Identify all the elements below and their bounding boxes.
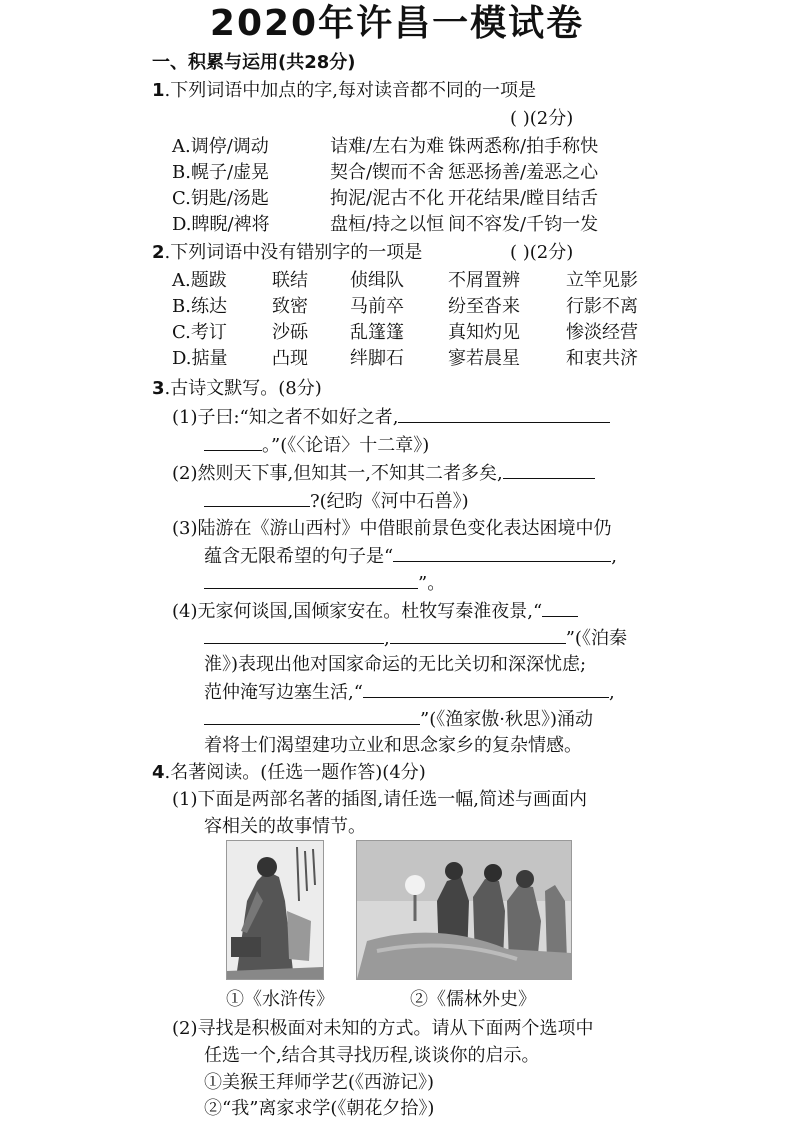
page-title: 2020年许昌一模试卷 xyxy=(209,3,585,44)
q3-part1-source: 。”(《〈论语〉十二章》) xyxy=(262,435,430,456)
answer-blank[interactable] xyxy=(204,625,384,644)
q4-option-2: ②“我”离家求学(《朝花夕拾》) xyxy=(204,1098,435,1119)
q2-option-cell: 沙砾 xyxy=(272,322,308,343)
q2-number: 2 xyxy=(152,242,165,263)
q3-part4-line6: 着将士们渴望建功立业和思念家乡的复杂情感。 xyxy=(204,735,582,756)
illustration-water-margin xyxy=(226,840,324,980)
water-margin-drawing xyxy=(227,841,323,979)
q2-option-cell: 侦缉队 xyxy=(350,270,404,291)
q1-option-cell: C.钥匙/汤匙 xyxy=(172,188,269,209)
q3-part1-line2 xyxy=(204,432,429,459)
q2-option-cell: 和衷共济 xyxy=(566,348,638,369)
q3-part4-line1 xyxy=(172,598,578,625)
q3-part4-line3: 淮》)表现出他对国家命运的无比关切和深深忧虑; xyxy=(204,654,587,675)
caption-scholars: ②《儒林外史》 xyxy=(410,989,536,1010)
answer-blank[interactable] xyxy=(363,679,609,698)
q2-option-cell: D.掂量 xyxy=(172,348,228,369)
q2-option-cell: 立竿见影 xyxy=(566,270,638,291)
q2-option-cell: 联结 xyxy=(272,270,308,291)
answer-blank[interactable] xyxy=(503,460,595,479)
q3-part3-close: ”。 xyxy=(418,573,446,594)
q1-option-cell: D.睥睨/裨将 xyxy=(172,214,270,235)
q2-option-cell: B.练达 xyxy=(172,296,227,317)
q4-part2-line1: (2)寻找是积极面对未知的方式。请从下面两个选项中 xyxy=(172,1018,594,1039)
q3-part4-line2 xyxy=(204,625,627,652)
q2-option-cell: 惨淡经营 xyxy=(566,322,638,343)
illustration-scholars xyxy=(356,840,572,980)
q2-option-cell: 凸现 xyxy=(272,348,308,369)
q2-option-cell: A.题跋 xyxy=(172,270,227,291)
q2-option-cell: 绊脚石 xyxy=(350,348,404,369)
q2-score: ( )(2分) xyxy=(510,242,574,263)
q2-stem xyxy=(152,240,422,266)
q3-part4-text: (4)无家何谈国,国倾家安在。杜牧写秦淮夜景,“ xyxy=(172,601,543,622)
q3-part4-source2: ”(《渔家傲·秋思》)涌动 xyxy=(420,709,593,730)
q2-option-cell: 不屑置辨 xyxy=(448,270,520,291)
q4-stem xyxy=(152,760,426,786)
q1-option-cell: 铢两悉称/拍手称快 xyxy=(448,136,599,157)
q3-part4-source1: ”(《泊秦 xyxy=(565,628,627,649)
q2-option-cell: 致密 xyxy=(272,296,308,317)
q1-option-cell: 开花结果/瞠目结舌 xyxy=(448,188,599,209)
q3-part2-line2 xyxy=(204,488,469,515)
q4-part2-line2: 任选一个,结合其寻找历程,谈谈你的启示。 xyxy=(204,1045,540,1066)
q3-part4-line4 xyxy=(204,679,615,706)
q3-text: .古诗文默写。(8分) xyxy=(164,378,322,399)
q2-text: .下列词语中没有错别字的一项是 xyxy=(164,242,423,263)
answer-blank[interactable] xyxy=(204,570,418,589)
q1-text: .下列词语中加点的字,每对读音都不同的一项是 xyxy=(164,80,536,101)
q3-part2-line1 xyxy=(172,460,595,487)
answer-blank[interactable] xyxy=(390,625,566,644)
q3-part1-text: (1)子曰:“知之者不如好之者, xyxy=(172,407,399,428)
q1-score: ( )(2分) xyxy=(510,108,574,129)
q2-option-cell: 真知灼见 xyxy=(448,322,520,343)
q1-option-cell: 契合/锲而不舍 xyxy=(330,162,445,183)
q1-option-cell: 盘桓/持之以恒 xyxy=(330,214,445,235)
q3-part2-source: ?(纪昀《河中石兽》) xyxy=(310,491,469,512)
q2-option-cell: 马前卒 xyxy=(350,296,404,317)
q4-text: .名著阅读。(任选一题作答)(4分) xyxy=(164,762,426,783)
q1-option-cell: A.调停/调动 xyxy=(172,136,269,157)
q3-part2-text: (2)然则天下事,但知其一,不知其二者多矣, xyxy=(172,463,503,484)
answer-blank[interactable] xyxy=(393,543,611,562)
q3-part1-line1 xyxy=(172,404,610,431)
q4-number: 4 xyxy=(152,762,165,783)
q1-option-cell: 拘泥/泥古不化 xyxy=(330,188,445,209)
q2-option-cell: 行影不离 xyxy=(566,296,638,317)
q3-part3-line1: (3)陆游在《游山西村》中借眼前景色变化表达困境中仍 xyxy=(172,518,612,539)
q1-stem xyxy=(152,78,536,104)
q2-option-cell: 乱篷篷 xyxy=(350,322,404,343)
q3-number: 3 xyxy=(152,378,165,399)
answer-blank[interactable] xyxy=(204,432,262,451)
q1-option-cell: B.幌子/虚晃 xyxy=(172,162,270,183)
q1-number: 1 xyxy=(152,80,165,101)
q2-option-cell: 纷至沓来 xyxy=(448,296,520,317)
answer-blank[interactable] xyxy=(542,598,578,617)
q3-part3-text: 蕴含无限希望的句子是“ xyxy=(204,546,394,567)
q3-part3-comma: , xyxy=(611,546,617,567)
caption-water-margin: ①《水浒传》 xyxy=(226,989,334,1010)
q1-option-cell: 惩恶扬善/羞恶之心 xyxy=(448,162,599,183)
answer-blank[interactable] xyxy=(204,706,420,725)
q4-part1-line1: (1)下面是两部名著的插图,请任选一幅,简述与画面内 xyxy=(172,789,587,810)
q2-option-cell: 寥若晨星 xyxy=(448,348,520,369)
answer-blank[interactable] xyxy=(398,404,610,423)
q3-part4-comma: , xyxy=(384,628,390,649)
q3-part3-line2 xyxy=(204,543,617,570)
q3-part4-text2: 范仲淹写边塞生活,“ xyxy=(204,682,363,703)
q3-part4-line5 xyxy=(204,706,593,733)
q1-option-cell: 诘难/左右为难 xyxy=(330,136,445,157)
section-heading: 一、积累与运用(共28分) xyxy=(152,52,356,73)
q3-part3-line3 xyxy=(204,570,445,597)
q4-option-1: ①美猴王拜师学艺(《西游记》) xyxy=(204,1072,435,1093)
q2-option-cell: C.考订 xyxy=(172,322,227,343)
answer-blank[interactable] xyxy=(204,488,310,507)
q4-part1-line2: 容相关的故事情节。 xyxy=(204,816,366,837)
scholars-drawing xyxy=(357,841,571,979)
q1-option-cell: 间不容发/千钧一发 xyxy=(448,214,599,235)
q3-part4-comma2: , xyxy=(608,682,615,703)
q3-stem xyxy=(152,376,322,402)
